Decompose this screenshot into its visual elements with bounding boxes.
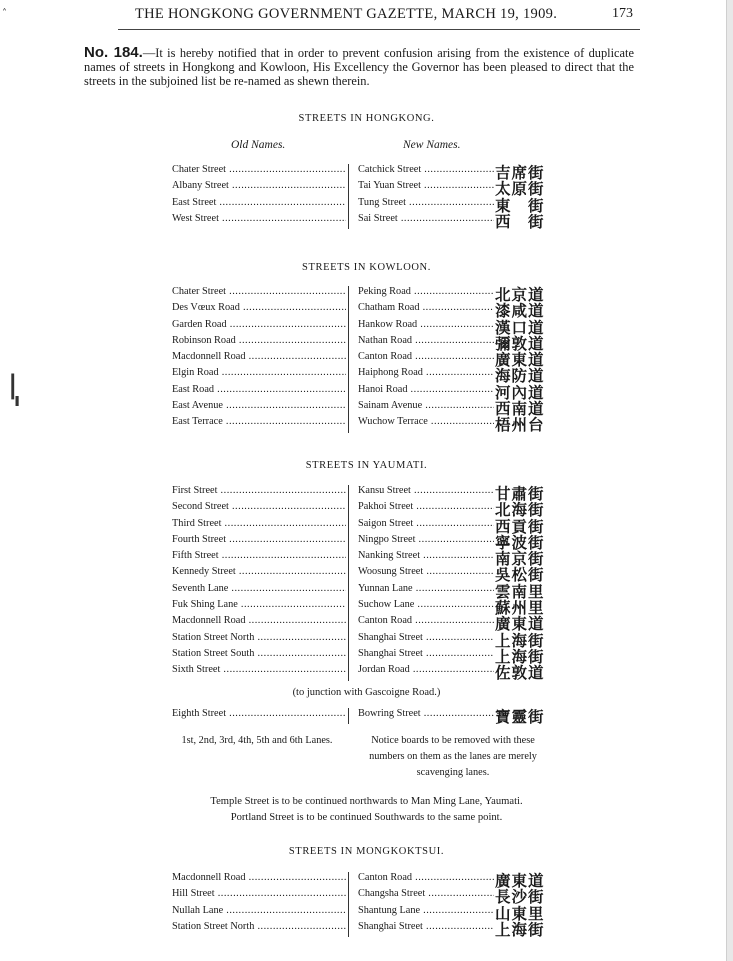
new-name: Nathan Road ..... bbox=[358, 335, 494, 346]
notice-number: No. 184. bbox=[84, 44, 143, 61]
column-divider bbox=[348, 534, 349, 550]
chinese-name: 海防道 bbox=[495, 367, 545, 386]
chinese-name: 上海街 bbox=[495, 647, 545, 666]
old-name: Garden Road ..... bbox=[172, 319, 346, 330]
old-name: Hill Street ..... bbox=[172, 888, 346, 899]
table-hongkong bbox=[172, 164, 552, 229]
old-name: Seventh Lane ..... bbox=[172, 583, 346, 594]
new-name: Suchow Lane ..... bbox=[358, 599, 494, 610]
scan-mark: | bbox=[8, 370, 18, 400]
new-name: Catchick Street ..... bbox=[358, 164, 494, 175]
table-row bbox=[172, 664, 552, 683]
chinese-name: 太原街 bbox=[495, 180, 545, 199]
column-divider bbox=[348, 632, 349, 648]
old-name: East Avenue ..... bbox=[172, 400, 346, 411]
column-divider bbox=[348, 319, 349, 335]
table-kowloon bbox=[172, 286, 552, 433]
chinese-name: 蘇州里 bbox=[495, 599, 545, 618]
column-divider bbox=[348, 180, 349, 196]
column-divider bbox=[348, 286, 349, 302]
section-title-kowloon: STREETS IN KOWLOON. bbox=[302, 262, 431, 273]
old-name: Macdonnell Road ..... bbox=[172, 872, 346, 883]
new-name: Woosung Street ..... bbox=[358, 566, 494, 577]
column-divider bbox=[348, 872, 349, 888]
old-name: Fourth Street ..... bbox=[172, 534, 346, 545]
old-name: Fifth Street ..... bbox=[172, 550, 346, 561]
new-name: Changsha Street ..... bbox=[358, 888, 494, 899]
chinese-name: 廣東道 bbox=[495, 872, 545, 890]
chinese-name: 西貢街 bbox=[495, 517, 545, 536]
junction-note: (to junction with Gascoigne Road.) bbox=[292, 687, 441, 698]
new-name: Tai Yuan Street ..... bbox=[358, 180, 494, 191]
scan-mark: ı bbox=[14, 390, 21, 411]
old-name: Second Street ..... bbox=[172, 501, 346, 512]
table-row bbox=[172, 921, 552, 937]
chinese-name: 吳松街 bbox=[495, 566, 545, 585]
column-divider bbox=[348, 583, 349, 599]
new-name: Ningpo Street ..... bbox=[358, 534, 494, 545]
new-name: Shanghai Street ..... bbox=[358, 648, 494, 659]
column-divider bbox=[348, 518, 349, 534]
chinese-name: 寧波街 bbox=[495, 533, 545, 552]
chinese-name: 漆咸道 bbox=[495, 302, 545, 321]
lanes-notice: Notice boards to be removed with these numbers on them as the lanes are merely scavenging lanes. bbox=[369, 735, 537, 778]
old-name: Chater Street ..... bbox=[172, 286, 346, 297]
new-name: Shantung Lane ..... bbox=[358, 905, 494, 916]
new-name: Canton Road ..... bbox=[358, 351, 494, 362]
column-divider bbox=[348, 164, 349, 180]
old-name: Sixth Street ..... bbox=[172, 664, 346, 675]
column-divider bbox=[348, 615, 349, 631]
new-name: Tung Street ..... bbox=[358, 197, 494, 208]
chinese-name: 河內道 bbox=[495, 383, 545, 402]
old-name: Station Street North ..... bbox=[172, 632, 346, 643]
chinese-name: 梧州台 bbox=[495, 416, 545, 435]
column-divider bbox=[348, 335, 349, 351]
column-divider bbox=[348, 485, 349, 501]
section-title-yaumati: STREETS IN YAUMATI. bbox=[305, 460, 428, 471]
column-divider bbox=[348, 400, 349, 416]
chinese-name: 甘肅街 bbox=[495, 485, 545, 503]
page-number: 173 bbox=[612, 6, 633, 21]
old-name: Fuk Shing Lane ..... bbox=[172, 599, 346, 610]
new-name: Hankow Road ..... bbox=[358, 319, 494, 330]
column-divider bbox=[348, 599, 349, 615]
old-name: East Street ..... bbox=[172, 197, 346, 208]
new-name: Canton Road ..... bbox=[358, 872, 494, 883]
new-name: Shanghai Street ..... bbox=[358, 921, 494, 932]
chinese-name: 廣東道 bbox=[495, 351, 545, 370]
portland-street-note: Portland Street is to be continued Southwards to the same point. bbox=[230, 812, 503, 823]
column-divider bbox=[348, 708, 349, 724]
new-name: Pakhoi Street ..... bbox=[358, 501, 494, 512]
chinese-name: 廣東道 bbox=[495, 615, 545, 634]
old-name: Elgin Road ..... bbox=[172, 367, 346, 378]
column-divider bbox=[348, 501, 349, 517]
new-name: Shanghai Street ..... bbox=[358, 632, 494, 643]
column-divider bbox=[348, 664, 349, 680]
chinese-name: 寶靈街 bbox=[495, 708, 545, 726]
new-name: Saigon Street ..... bbox=[358, 518, 494, 529]
new-name: Wuchow Terrace ..... bbox=[358, 416, 494, 427]
chinese-name: 漢口道 bbox=[495, 318, 545, 337]
new-name: Sai Street ..... bbox=[358, 213, 494, 224]
column-divider bbox=[348, 566, 349, 582]
old-name: Robinson Road ..... bbox=[172, 335, 346, 346]
gazette-title: THE HONGKONG GOVERNMENT GAZETTE, MARCH 19, 1909. bbox=[135, 6, 558, 22]
chinese-name: 西 街 bbox=[495, 212, 545, 231]
notice-paragraph bbox=[84, 46, 634, 89]
old-name: Station Street South ..... bbox=[172, 648, 346, 659]
table-row bbox=[172, 708, 552, 724]
column-divider bbox=[348, 213, 349, 229]
chinese-name: 佐敦道 bbox=[495, 664, 545, 683]
scan-mark: ˄ bbox=[2, 8, 7, 19]
old-name: Macdonnell Road ..... bbox=[172, 615, 346, 626]
old-name: Third Street ..... bbox=[172, 518, 346, 529]
column-divider bbox=[348, 905, 349, 921]
column-heading-new: New Names. bbox=[403, 139, 461, 151]
new-name: Jordan Road ..... bbox=[358, 664, 494, 675]
chinese-name: 長沙街 bbox=[495, 888, 545, 907]
column-divider bbox=[348, 384, 349, 400]
table-mongkoktsui bbox=[172, 872, 552, 937]
chinese-name: 上海街 bbox=[495, 920, 545, 939]
chinese-name: 彌敦道 bbox=[495, 334, 545, 353]
table-row bbox=[172, 416, 552, 435]
chinese-name: 南京街 bbox=[495, 550, 545, 569]
new-name: Chatham Road ..... bbox=[358, 302, 494, 313]
chinese-name: 東 街 bbox=[495, 196, 545, 215]
column-divider bbox=[348, 648, 349, 664]
old-name: Nullah Lane ..... bbox=[172, 905, 346, 916]
column-divider bbox=[348, 416, 349, 432]
new-name: Haiphong Road ..... bbox=[358, 367, 494, 378]
new-name: Kansu Street ..... bbox=[358, 485, 494, 496]
section-title-mongkoktsui: STREETS IN MONGKOKTSUI. bbox=[288, 846, 445, 857]
chinese-name: 上海街 bbox=[495, 631, 545, 650]
old-name: Des Vœux Road ..... bbox=[172, 302, 346, 313]
temple-street-note: Temple Street is to be continued northwards to Man Ming Lane, Yaumati. bbox=[210, 796, 523, 807]
old-name: East Terrace ..... bbox=[172, 416, 346, 427]
column-divider bbox=[348, 351, 349, 367]
new-name: Bowring Street ..... bbox=[358, 708, 494, 719]
column-heading-old: Old Names. bbox=[231, 139, 286, 151]
table-yaumati-eighth bbox=[172, 708, 552, 724]
chinese-name: 雲南里 bbox=[495, 582, 545, 601]
old-name: Station Street North ..... bbox=[172, 921, 346, 932]
chinese-name: 北京道 bbox=[495, 286, 545, 304]
new-name: Hanoi Road ..... bbox=[358, 384, 494, 395]
old-name: Macdonnell Road ..... bbox=[172, 351, 346, 362]
section-title-hongkong: STREETS IN HONGKONG. bbox=[298, 113, 435, 124]
old-name: Kennedy Street ..... bbox=[172, 566, 346, 577]
chinese-name: 吉席街 bbox=[495, 164, 545, 182]
gazette-header bbox=[0, 4, 733, 26]
old-name: First Street ..... bbox=[172, 485, 346, 496]
new-name: Nanking Street ..... bbox=[358, 550, 494, 561]
new-name: Sainam Avenue ..... bbox=[358, 400, 494, 411]
column-divider bbox=[348, 367, 349, 383]
column-divider bbox=[348, 550, 349, 566]
header-rule bbox=[118, 29, 640, 30]
old-name: Albany Street ..... bbox=[172, 180, 346, 191]
column-divider bbox=[348, 888, 349, 904]
column-divider bbox=[348, 197, 349, 213]
lanes-old-names: 1st, 2nd, 3rd, 4th, 5th and 6th Lanes. bbox=[181, 735, 333, 746]
table-row bbox=[172, 213, 552, 229]
new-name: Canton Road ..... bbox=[358, 615, 494, 626]
column-divider bbox=[348, 302, 349, 318]
column-divider bbox=[348, 921, 349, 937]
old-name: Eighth Street ..... bbox=[172, 708, 346, 719]
old-name: West Street ..... bbox=[172, 213, 346, 224]
chinese-name: 山東里 bbox=[495, 904, 545, 923]
old-name: East Road ..... bbox=[172, 384, 346, 395]
new-name: Yunnan Lane ..... bbox=[358, 583, 494, 594]
table-yaumati bbox=[172, 485, 552, 681]
new-name: Peking Road ..... bbox=[358, 286, 494, 297]
notice-text: —It is hereby notified that in order to prevent confusion arising from the existence of duplicate names of streets in Hongkong and Kowloon, His Excellency the Governor has been pleased to direct that the streets in the subjoined list be re-named as shewn therein. bbox=[84, 46, 635, 89]
chinese-name: 北海街 bbox=[495, 501, 545, 520]
chinese-name: 西南道 bbox=[495, 400, 545, 419]
old-name: Chater Street ..... bbox=[172, 164, 346, 175]
